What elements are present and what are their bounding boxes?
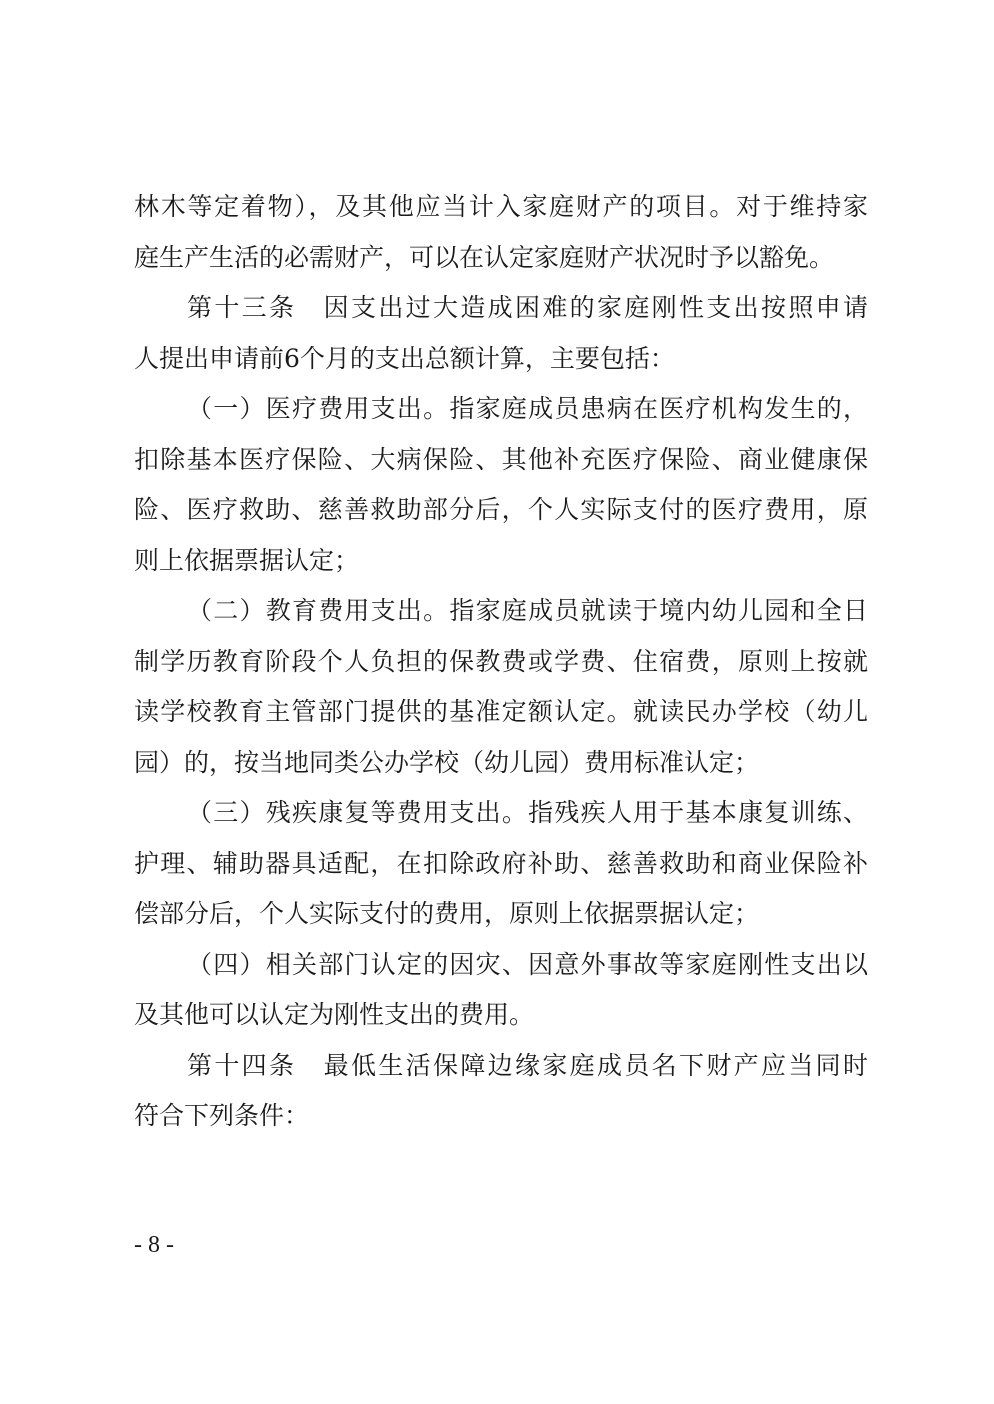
article-14-heading-line: 第十四条 最低生活保障边缘家庭成员名下财产应当同时 bbox=[187, 1050, 868, 1080]
text-line: 扣除基本医疗保险、大病保险、其他补充医疗保险、商业健康保 bbox=[134, 444, 868, 474]
text-line: 林木等定着物），及其他应当计入家庭财产的项目。对于维持家 bbox=[134, 192, 868, 221]
item-4-line: （四）相关部门认定的因灾、因意外事故等家庭刚性支出以 bbox=[187, 949, 868, 979]
article-13-heading-line: 第十三条 因支出过大造成困难的家庭刚性支出按照申请 bbox=[187, 293, 868, 322]
text-line: 园）的，按当地同类公办学校（幼儿园）费用标准认定； bbox=[134, 747, 760, 777]
text-line: 则上依据票据认定； bbox=[134, 545, 360, 575]
item-1-line: （一）医疗费用支出。指家庭成员患病在医疗机构发生的， bbox=[187, 394, 868, 423]
text-line: 庭生产生活的必需财产，可以在认定家庭财产状况时予以豁免。 bbox=[134, 242, 835, 272]
text-line: 人提出申请前6个月的支出总额计算，主要包括： bbox=[134, 343, 675, 373]
text-line: 险、医疗救助、慈善救助部分后，个人实际支付的医疗费用，原 bbox=[134, 495, 868, 524]
item-2-line: （二）教育费用支出。指家庭成员就读于境内幼儿园和全日 bbox=[187, 596, 868, 625]
text-line: 护理、辅助器具适配，在扣除政府补助、慈善救助和商业保险补 bbox=[134, 848, 868, 878]
body-text bbox=[134, 182, 868, 1142]
text-line: 制学历教育阶段个人负担的保教费或学费、住宿费，原则上按就 bbox=[134, 646, 868, 676]
page-number: - 8 - bbox=[134, 1232, 174, 1258]
item-3-line: （三）残疾康复等费用支出。指残疾人用于基本康复训练、 bbox=[187, 798, 868, 827]
text-line: 符合下列条件： bbox=[134, 1101, 310, 1130]
text-line: 读学校教育主管部门提供的基准定额认定。就读民办学校（幼儿 bbox=[134, 697, 868, 726]
text-line: 及其他可以认定为刚性支出的费用。 bbox=[134, 1000, 535, 1029]
text-line: 偿部分后，个人实际支付的费用，原则上依据票据认定； bbox=[134, 899, 760, 928]
